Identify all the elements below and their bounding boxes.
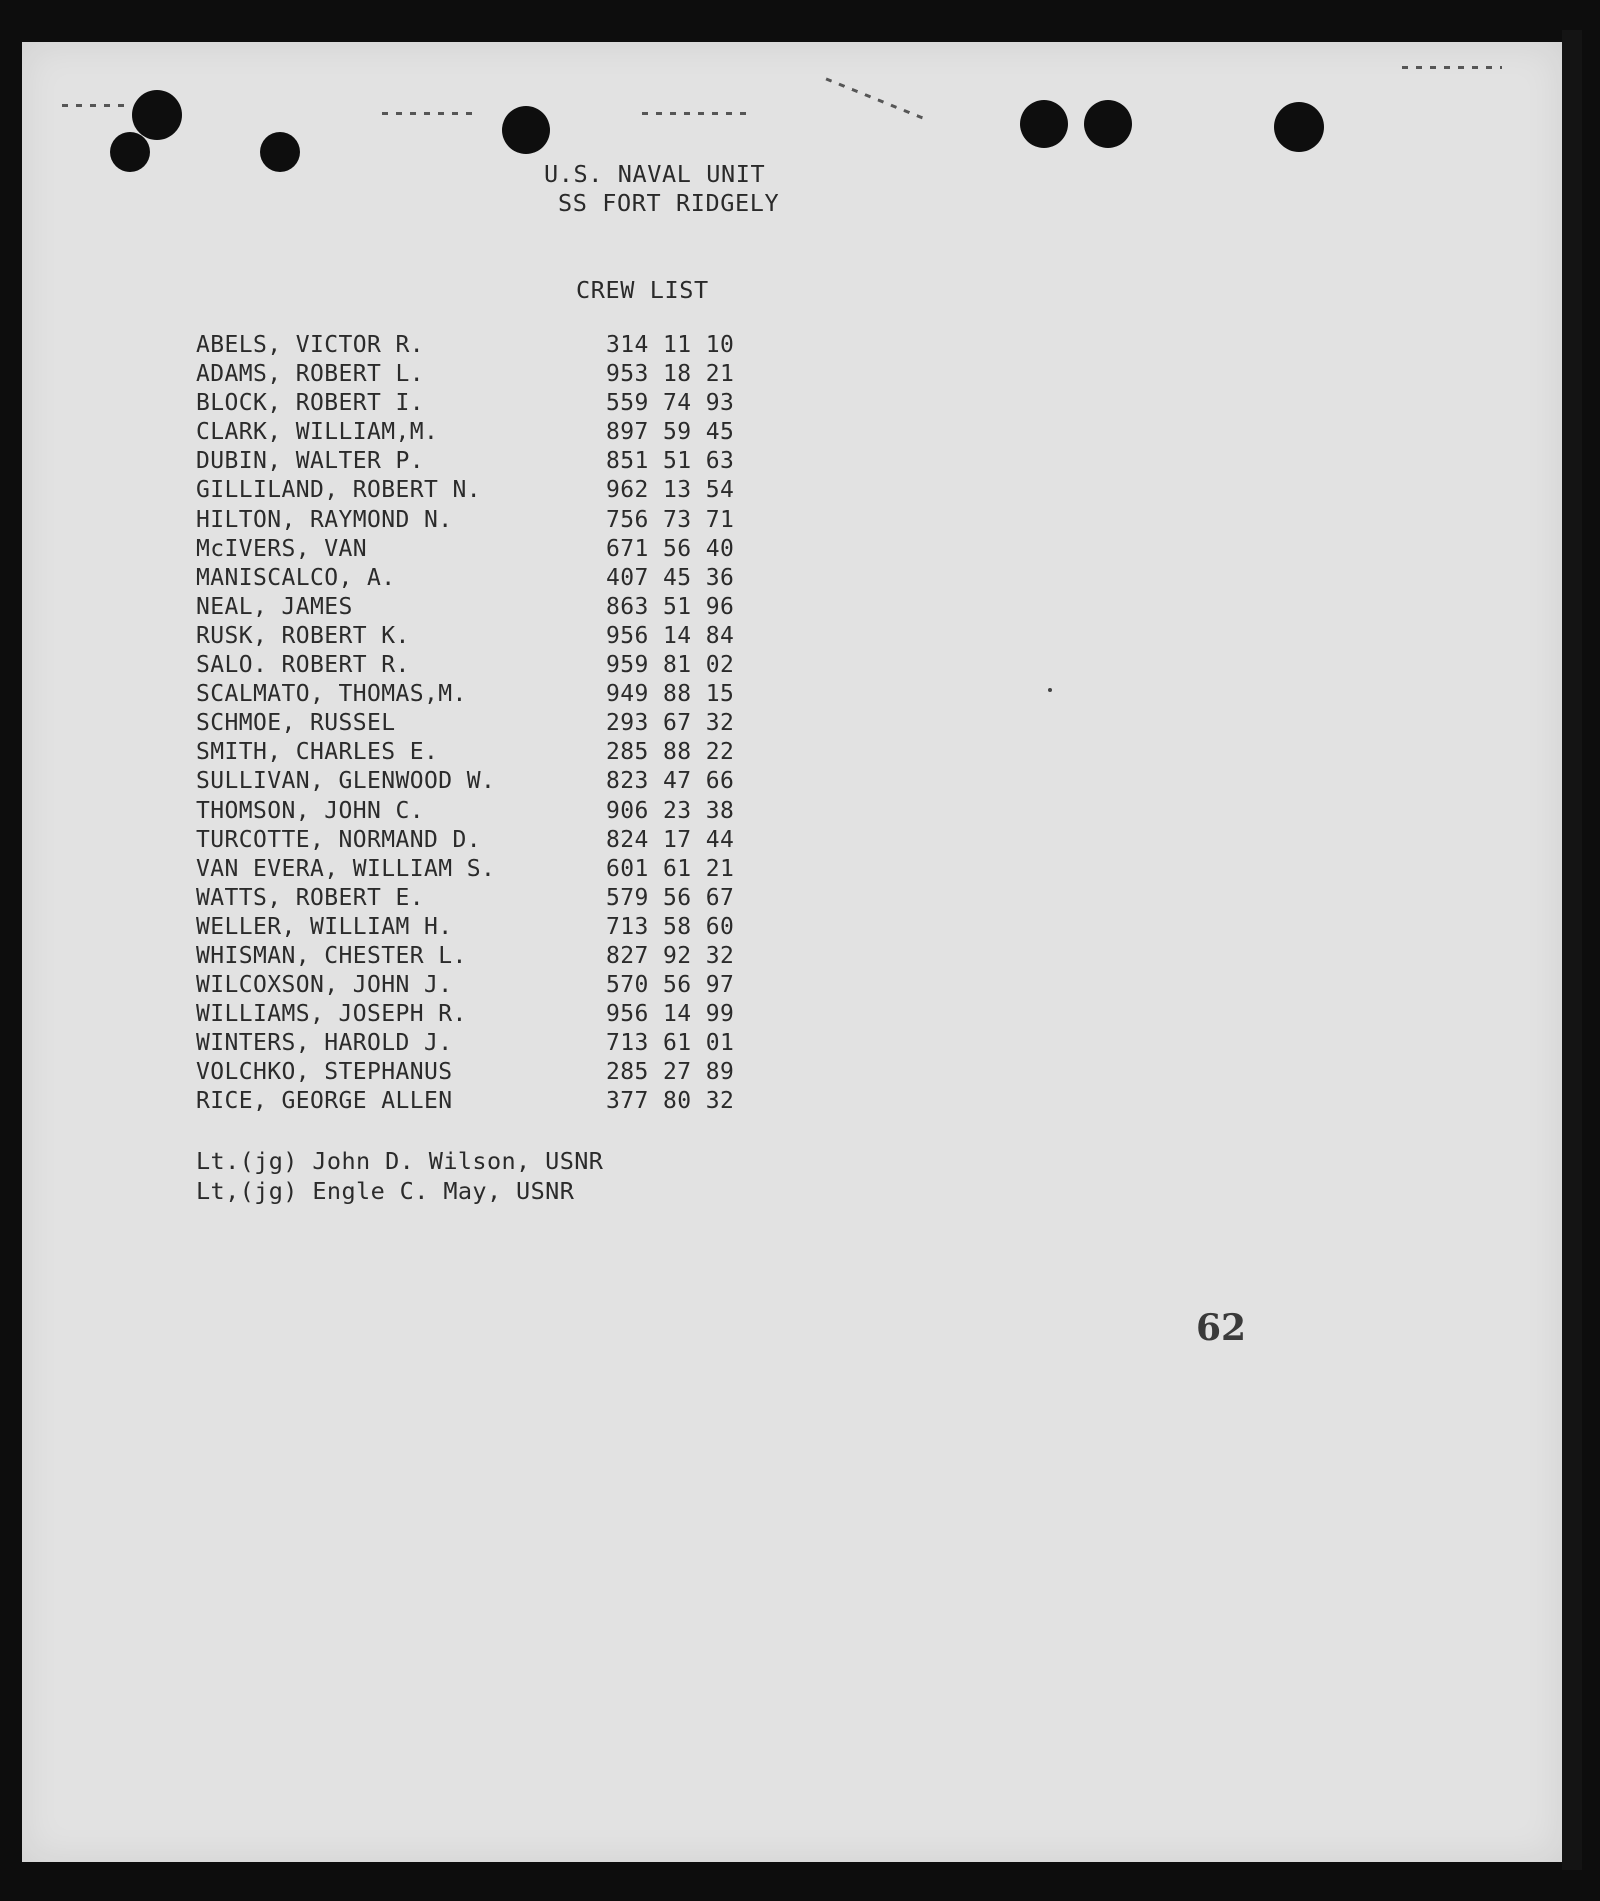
crew-name: DUBIN, WALTER P. bbox=[196, 448, 424, 475]
punch-hole-2 bbox=[110, 132, 150, 172]
service-number: 756 73 71 bbox=[606, 506, 735, 533]
crew-row bbox=[196, 1059, 796, 1088]
service-number: 962 13 54 bbox=[606, 477, 735, 504]
crew-name: ABELS, VICTOR R. bbox=[196, 332, 424, 358]
crew-row bbox=[196, 390, 796, 419]
service-number: 863 51 96 bbox=[606, 593, 735, 620]
service-number: 851 51 63 bbox=[606, 448, 735, 475]
crew-row bbox=[196, 623, 796, 652]
crew-row bbox=[196, 798, 796, 827]
service-number: 579 56 67 bbox=[606, 884, 735, 911]
crew-name: ADAMS, ROBERT L. bbox=[196, 361, 424, 388]
top-mark-1 bbox=[62, 104, 132, 107]
crew-name: SMITH, CHARLES E. bbox=[196, 739, 439, 766]
crew-name: WATTS, ROBERT E. bbox=[196, 884, 424, 911]
crew-row bbox=[196, 419, 796, 448]
service-number: 314 11 10 bbox=[606, 332, 735, 358]
paper-shadow-edge bbox=[1562, 30, 1582, 1870]
officer-signatures bbox=[196, 1147, 603, 1207]
officer-line: Lt.(jg) John D. Wilson, USNR bbox=[196, 1147, 604, 1175]
service-number: 713 61 01 bbox=[606, 1030, 735, 1057]
punch-hole-1 bbox=[132, 90, 182, 140]
paper-speck bbox=[1048, 688, 1052, 692]
crew-name: WILLIAMS, JOSEPH R. bbox=[196, 1001, 467, 1028]
crew-row bbox=[196, 914, 796, 943]
crew-name: McIVERS, VAN bbox=[196, 535, 367, 562]
crew-row bbox=[196, 943, 796, 972]
crew-name: HILTON, RAYMOND N. bbox=[196, 506, 453, 533]
punch-hole-5 bbox=[1020, 100, 1068, 148]
crew-row bbox=[196, 565, 796, 594]
crew-row bbox=[196, 1030, 796, 1059]
crew-name: VAN EVERA, WILLIAM S. bbox=[196, 855, 496, 882]
crew-row bbox=[196, 477, 796, 506]
crew-row bbox=[196, 1001, 796, 1030]
crew-row bbox=[196, 594, 796, 623]
crew-row bbox=[196, 361, 796, 390]
service-number: 953 18 21 bbox=[606, 361, 735, 388]
service-number: 949 88 15 bbox=[606, 681, 735, 708]
crew-name: MANISCALCO, A. bbox=[196, 564, 396, 591]
crew-row bbox=[196, 507, 796, 536]
service-number: 285 27 89 bbox=[606, 1059, 735, 1086]
crew-name: GILLILAND, ROBERT N. bbox=[196, 477, 481, 504]
crew-name: RUSK, ROBERT K. bbox=[196, 622, 410, 649]
punch-hole-6 bbox=[1084, 100, 1132, 148]
crew-row bbox=[196, 885, 796, 914]
crew-name: TURCOTTE, NORMAND D. bbox=[196, 826, 481, 853]
service-number: 897 59 45 bbox=[606, 419, 735, 446]
crew-row bbox=[196, 681, 796, 710]
crew-row bbox=[196, 1088, 796, 1117]
crew-row bbox=[196, 972, 796, 1001]
service-number: 377 80 32 bbox=[606, 1088, 735, 1115]
crew-name: SCHMOE, RUSSEL bbox=[196, 710, 396, 737]
crew-name: VOLCHKO, STEPHANUS bbox=[196, 1059, 453, 1086]
crew-name: SCALMATO, THOMAS,M. bbox=[196, 681, 467, 708]
top-mark-3 bbox=[642, 112, 752, 115]
unit-heading: U.S. NAVAL UNIT bbox=[544, 160, 766, 188]
page-number: 62 bbox=[1196, 1307, 1247, 1349]
service-number: 906 23 38 bbox=[606, 797, 735, 824]
service-number: 293 67 32 bbox=[606, 710, 735, 737]
service-number: 956 14 84 bbox=[606, 622, 735, 649]
crew-row bbox=[196, 332, 796, 361]
service-number: 601 61 21 bbox=[606, 855, 735, 882]
crew-row bbox=[196, 536, 796, 565]
service-number: 285 88 22 bbox=[606, 739, 735, 766]
crew-row bbox=[196, 710, 796, 739]
ship-heading: SS FORT RIDGELY bbox=[558, 189, 780, 217]
service-number: 570 56 97 bbox=[606, 972, 735, 999]
crew-name: WHISMAN, CHESTER L. bbox=[196, 942, 467, 969]
punch-hole-3 bbox=[260, 132, 300, 172]
crew-list bbox=[196, 332, 796, 1118]
service-number: 823 47 66 bbox=[606, 768, 735, 795]
crew-name: RICE, GEORGE ALLEN bbox=[196, 1088, 453, 1115]
crew-name: CLARK, WILLIAM,M. bbox=[196, 419, 439, 446]
crew-name: WINTERS, HAROLD J. bbox=[196, 1030, 453, 1057]
crew-name: SULLIVAN, GLENWOOD W. bbox=[196, 768, 496, 795]
crew-name: NEAL, JAMES bbox=[196, 593, 353, 620]
top-mark-5 bbox=[1402, 66, 1502, 69]
service-number: 824 17 44 bbox=[606, 826, 735, 853]
service-number: 713 58 60 bbox=[606, 913, 735, 940]
punch-hole-7 bbox=[1274, 102, 1324, 152]
crew-row bbox=[196, 448, 796, 477]
service-number: 959 81 02 bbox=[606, 652, 735, 679]
crew-row bbox=[196, 856, 796, 885]
crew-name: WELLER, WILLIAM H. bbox=[196, 913, 453, 940]
crew-row bbox=[196, 768, 796, 797]
punch-hole-4 bbox=[502, 106, 550, 154]
service-number: 956 14 99 bbox=[606, 1001, 735, 1028]
crew-name: WILCOXSON, JOHN J. bbox=[196, 972, 453, 999]
crew-row bbox=[196, 739, 796, 768]
top-mark-4 bbox=[825, 78, 928, 122]
crew-list-title: CREW LIST bbox=[576, 276, 709, 304]
officer-line: Lt,(jg) Engle C. May, USNR bbox=[196, 1177, 575, 1205]
crew-name: THOMSON, JOHN C. bbox=[196, 797, 424, 824]
crew-name: BLOCK, ROBERT I. bbox=[196, 390, 424, 417]
top-mark-2 bbox=[382, 112, 472, 115]
service-number: 407 45 36 bbox=[606, 564, 735, 591]
crew-row bbox=[196, 827, 796, 856]
service-number: 559 74 93 bbox=[606, 390, 735, 417]
service-number: 827 92 32 bbox=[606, 942, 735, 969]
crew-row bbox=[196, 652, 796, 681]
crew-name: SALO. ROBERT R. bbox=[196, 652, 410, 679]
service-number: 671 56 40 bbox=[606, 535, 735, 562]
